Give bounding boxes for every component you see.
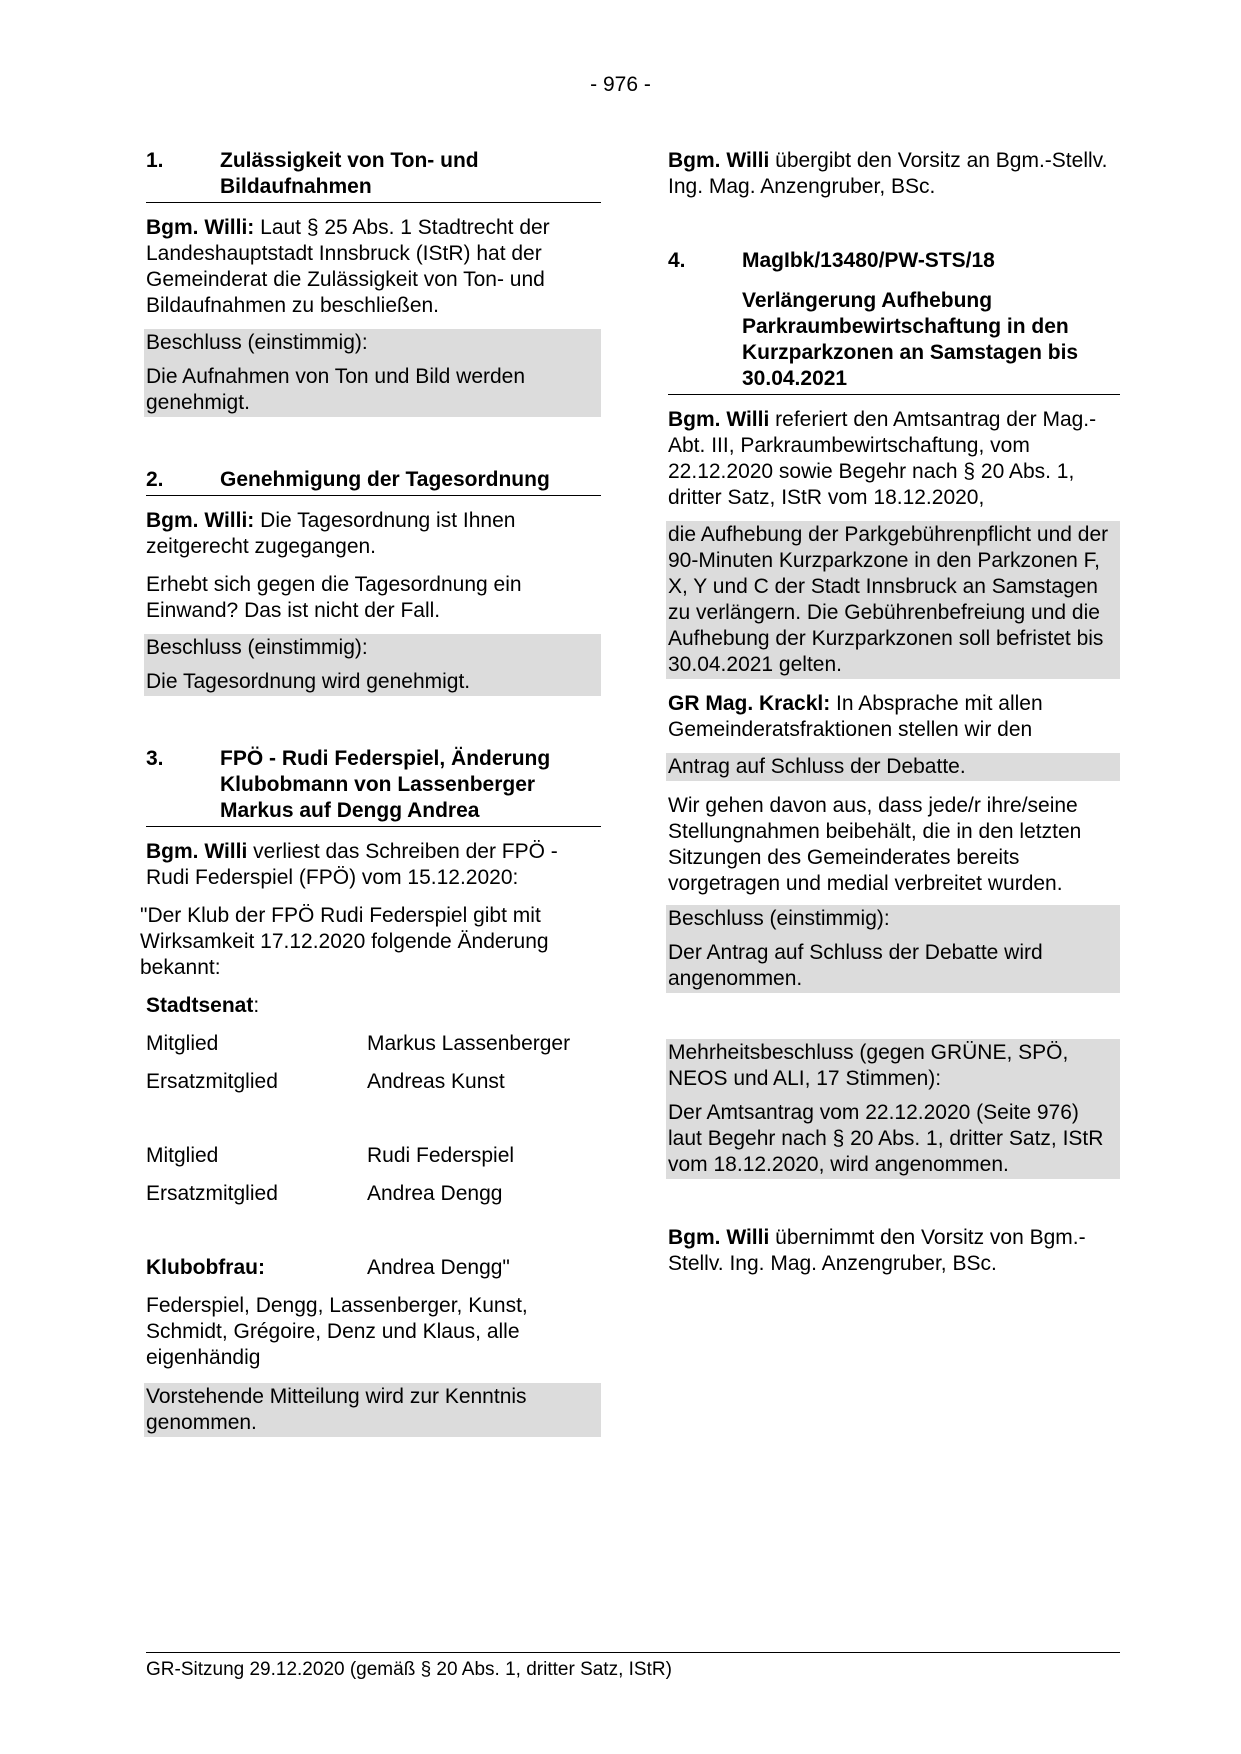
- intro-paragraph: [668, 148, 1120, 200]
- decision-label: Beschluss (einstimmig):: [668, 907, 890, 930]
- page-footer: GR-Sitzung 29.12.2020 (gemäß § 20 Abs. 1, dritter Satz, IStR): [146, 1652, 1120, 1683]
- paragraph-text: Die Tagesordnung ist Ihnen zeitgerecht zugegangen.: [146, 509, 516, 558]
- antrag-text: Antrag auf Schluss der Debatte.: [668, 755, 966, 778]
- member-name: Rudi Federspiel: [367, 1144, 515, 1167]
- section-4-majority-decision: [666, 1039, 1120, 1179]
- right-column: [668, 148, 1120, 1277]
- section-4-paragraph-3: Wir gehen davon aus, dass jede/r ihre/seine Stellungnahmen beibehält, die in den letzten Sitzungen des Gemeinderates bereits vorgetragen und medial verbreitet wurden.: [668, 794, 1082, 895]
- paragraph-text: übergibt den Vorsitz an Bgm.-Stellv. Ing. Mag. Anzengruber, BSc.: [668, 149, 1108, 198]
- section-1-heading: [146, 148, 601, 203]
- member-name: Andrea Dengg: [367, 1182, 503, 1205]
- section-2-title: Genehmigung der Tagesordnung: [220, 468, 550, 491]
- paragraph-text: Laut § 25 Abs. 1 Stadtrecht der Landeshauptstadt Innsbruck (IStR) hat der Gemeinderat die Zulässigkeit von Ton- und Bildaufnahmen zu beschließen.: [146, 216, 550, 317]
- section-2-decision: [144, 634, 601, 696]
- stadtsenat-heading: Stadtsenat:: [146, 994, 260, 1017]
- speaker-name: Bgm. Willi: [146, 840, 248, 863]
- section-4-number: 4.: [668, 249, 686, 272]
- stadtsenat-label: Stadtsenat: [146, 994, 254, 1017]
- section-2-number: 2.: [146, 468, 164, 491]
- member-row: [146, 1181, 601, 1207]
- page-number: - 976 -: [590, 73, 651, 96]
- paragraph-text: verliest das Schreiben der FPÖ - Rudi Federspiel (FPÖ) vom 15.12.2020:: [146, 840, 558, 889]
- outro-paragraph: [668, 1225, 1120, 1277]
- section-3-number: 3.: [146, 747, 164, 770]
- decision-label: Beschluss (einstimmig):: [146, 636, 368, 659]
- section-2-heading: [146, 467, 601, 496]
- section-3-notice: [144, 1383, 601, 1437]
- section-1-paragraph: [146, 215, 601, 319]
- section-4-paragraph: [668, 407, 1120, 511]
- decision-label: Beschluss (einstimmig):: [146, 331, 368, 354]
- signatures: Federspiel, Dengg, Lassenberger, Kunst, Schmidt, Grégoire, Denz und Klaus, alle eigenhändig: [146, 1294, 528, 1369]
- section-3-quote: "Der Klub der FPÖ Rudi Federspiel gibt mit Wirksamkeit 17.12.2020 folgende Änderung bekannt:: [140, 904, 549, 979]
- klubobfrau-label: Klubobfrau:: [146, 1256, 265, 1279]
- section-1-title: Zulässigkeit von Ton- und Bildaufnahmen: [220, 149, 479, 198]
- member-role: Mitglied: [146, 1032, 219, 1055]
- speaker-name: Bgm. Willi: [668, 1226, 770, 1249]
- section-1-number: 1.: [146, 149, 164, 172]
- member-role: Ersatzmitglied: [146, 1182, 278, 1205]
- paragraph-text: übernimmt den Vorsitz von Bgm.-Stellv. Ing. Mag. Anzengruber, BSc.: [668, 1226, 1086, 1275]
- member-row: [146, 1069, 601, 1095]
- speaker-name: Bgm. Willi:: [146, 216, 255, 239]
- majority-label: Mehrheitsbeschluss (gegen GRÜNE, SPÖ, NEOS und ALI, 17 Stimmen):: [668, 1041, 1069, 1090]
- decision-text: Die Tagesordnung wird genehmigt.: [146, 670, 471, 693]
- section-3-title: FPÖ - Rudi Federspiel, Änderung Klubobmann von Lassenberger Markus auf Dengg Andrea: [220, 747, 551, 822]
- section-4-antrag: [666, 753, 1120, 781]
- speaker-name: GR Mag. Krackl:: [668, 692, 831, 715]
- speaker-name: Bgm. Willi: [668, 149, 770, 172]
- member-name: Andreas Kunst: [367, 1070, 505, 1093]
- klubobfrau-value: Andrea Dengg": [367, 1256, 510, 1279]
- section-2-paragraph: [146, 508, 601, 560]
- section-4-decision: [666, 905, 1120, 993]
- member-row: [146, 1031, 601, 1057]
- section-2-paragraph-2: Erhebt sich gegen die Tagesordnung ein Einwand? Das ist nicht der Fall.: [146, 573, 522, 622]
- member-row: [146, 1143, 601, 1169]
- decision-text: Die Aufnahmen von Ton und Bild werden genehmigt.: [146, 365, 526, 414]
- left-column: [140, 148, 601, 1437]
- paragraph-text: referiert den Amtsantrag der Mag.-Abt. III, Parkraumbewirtschaftung, vom 22.12.2020 sowie Begehr nach § 20 Abs. 1, dritter Satz, IStR vom 18.12.2020,: [668, 408, 1097, 509]
- motion-text: die Aufhebung der Parkgebührenpflicht und der 90-Minuten Kurzparkzone in den Parkzonen F, X, Y und C der Stadt Innsbruck an Samstagen zu verlängern. Die Gebührenbefreiung und die Aufhebung der Kurzparkzonen soll befristet bis 30.04.2021 gelten.: [668, 523, 1109, 676]
- notice-text: Vorstehende Mitteilung wird zur Kenntnis genommen.: [146, 1385, 527, 1434]
- member-role: Mitglied: [146, 1144, 219, 1167]
- member-name: Markus Lassenberger: [367, 1032, 571, 1055]
- section-4-heading-block: [668, 248, 1120, 395]
- section-4-subtitle: Verlängerung Aufhebung Parkraumbewirtschaftung in den Kurzparkzonen an Samstagen bis 30.04.2021: [742, 289, 1079, 390]
- klubobfrau-row: [146, 1255, 601, 1281]
- speaker-name: Bgm. Willi: [668, 408, 770, 431]
- section-4-paragraph-2: [668, 691, 1120, 743]
- section-4-heading: [668, 248, 1120, 276]
- member-role: Ersatzmitglied: [146, 1070, 278, 1093]
- decision-text: Der Antrag auf Schluss der Debatte wird angenommen.: [668, 941, 1043, 990]
- section-3-heading: [146, 746, 601, 827]
- section-4-motion: [666, 521, 1120, 679]
- section-3-paragraph: [146, 839, 601, 891]
- speaker-name: Bgm. Willi:: [146, 509, 255, 532]
- section-4-title: MagIbk/13480/PW-STS/18: [742, 249, 995, 272]
- section-1-decision: [144, 329, 601, 417]
- majority-text: Der Amtsantrag vom 22.12.2020 (Seite 976) laut Begehr nach § 20 Abs. 1, dritter Satz, IStR vom 18.12.2020, wird angenommen.: [668, 1101, 1104, 1176]
- paragraph-text: In Absprache mit allen Gemeinderatsfraktionen stellen wir den: [668, 692, 1043, 741]
